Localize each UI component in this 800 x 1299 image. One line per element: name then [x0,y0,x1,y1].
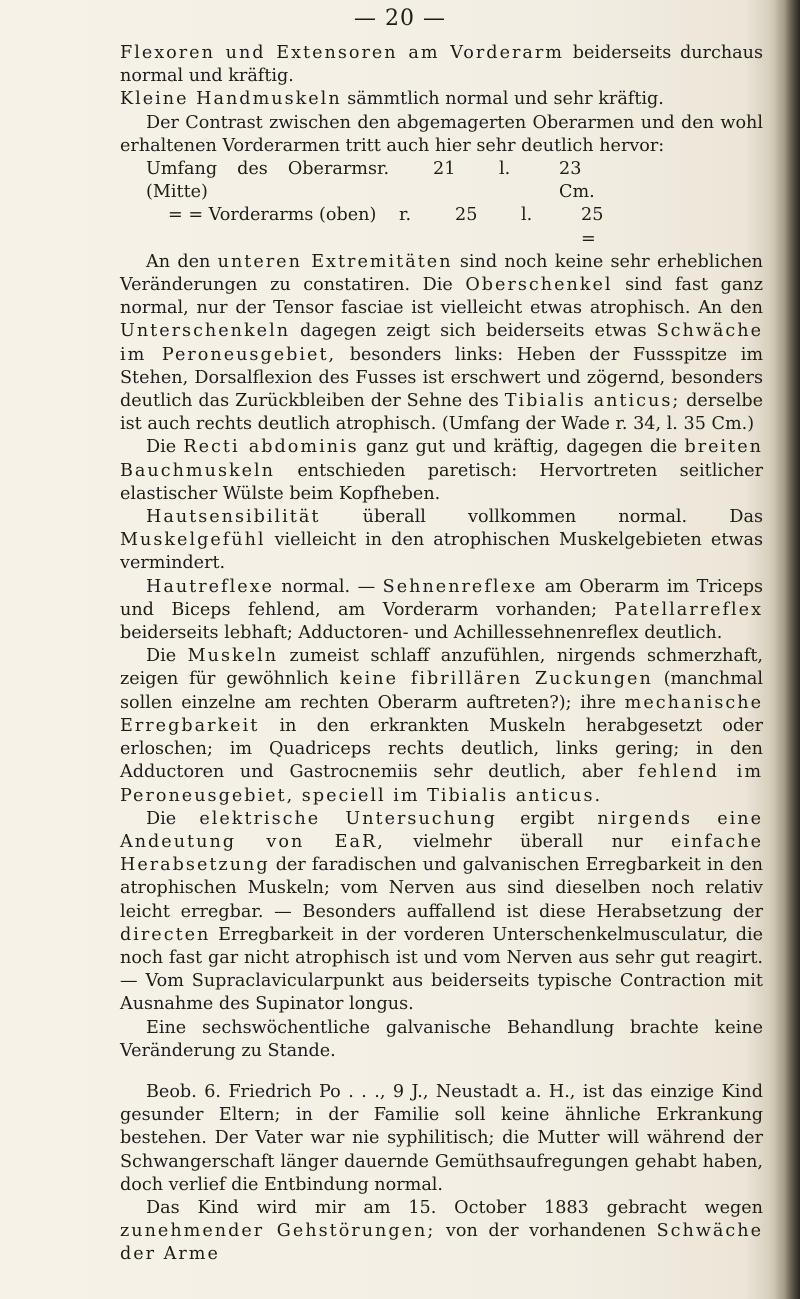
text-run: besonders links: Heben der Fussspitze im Stehen, Dorsalflexion des Fusses ist erschwert und zögernd, besonders deutlich das Zurückbleiben der Sehne des [120,344,764,412]
emphasis-tibialis-anticus: Tibialis anticus; [504,391,681,412]
paragraph-beob-6 [120,1081,763,1197]
text-run: Erregbarkeit in der vorderen Unterschenkelmusculatur, die noch fast gar nicht atrophisch ist und vom Nerven aus sehr gut reagirt. — Vom Supraclavicularpunkt aus beiderseits typische Contraction mit Ausnahme des Supinator longus. [120,924,763,1015]
emphasis-bauchmuskeln: breiten Bauchmuskeln [120,437,763,481]
emphasis-flexoren: Flexoren und Extensoren am Vorderarm [120,43,564,63]
right-label: r. [377,159,390,180]
text-run: zumeist schlaff anzufühlen, nirgends schmerzhaft, zeigen für gewöhnlich [120,646,763,690]
section-gap [120,1063,763,1081]
page-binding-edge [774,0,800,1299]
text-run: Die [146,646,188,667]
emphasis-handmuskeln: Kleine Handmuskeln [120,89,342,110]
emphasis-patellarreflex: Patellarreflex [614,599,763,620]
text-run: Eine sechswöchentliche galvanische Behandlung brachte keine Veränderung zu Stande. [120,1017,763,1061]
paragraph-behandlung [120,1017,763,1063]
emphasis-schwaeche-arme: Schwäche der Arme [120,1221,763,1265]
text-run: ganz gut und kräftig, dagegen die [358,437,685,458]
paragraph-elektrische-untersuchung [120,808,763,1017]
paragraph-hautsensibilitaet [120,506,763,576]
text-run: Die [146,437,184,458]
page-number: — 20 — [354,6,446,31]
table-row [120,158,763,204]
paragraph-flexoren [120,42,763,88]
left-value: 25 = [581,205,604,249]
text-run: dagegen zeigt sich beiderseits etwas [290,321,657,342]
text-run: Beob. 6. Friedrich Po . . ., 9 J., Neustadt a. H., ist das einzige Kind gesunder Eltern; in der Familie soll keine ähnliche Erkrankung bestehen. Der Vater war nie syphilitisch; die Mutter will während der Schwangerschaft länger dauernde Gemüthsaufregungen gehabt haben, doch verlief die Entbindung normal. [120,1081,763,1195]
emphasis-elektrische-untersuchung: elektrische Untersuchung [199,808,497,829]
paragraph-untere-extremitaeten [120,251,763,437]
emphasis-recti-abdominis: Recti abdominis [183,437,359,458]
emphasis-fehlend-peroneus: fehlend im Peroneusgebiet, speciell im Tibialis anticus. [120,762,764,806]
right-value: 25 [455,205,478,226]
text-run: in den erkrankten Muskeln herabgesetzt oder erloschen; im Quadriceps rechts deutlich, links gering; in den Adductoren und Gastrocnemiis sehr deutlich, aber [120,715,763,783]
right-label: r. [399,205,412,226]
paragraph-recti-abdominis [120,436,763,506]
text-run: ergibt [496,808,598,829]
text-run: überall vollkommen normal. Das [320,507,763,528]
emphasis-hautsensibilitaet: Hautsensibilität [146,507,321,528]
emphasis-unterschenkeln: Unterschenkeln [120,321,291,342]
text-run: von der vorhandenen [435,1221,657,1242]
text-run: Das Kind wird mir am 15. October 1883 gebracht wegen [146,1197,763,1218]
right-value: 21 [433,159,456,180]
text-run: beiderseits durchaus normal und kräftig. [120,43,763,87]
emphasis-muskeln: Muskeln [187,646,279,667]
text-run: sämmtlich normal und sehr kräftig. [341,89,664,110]
left-label: l. [521,205,533,226]
emphasis-schwaeche-peroneus: Schwäche im Peroneusgebiet, [120,321,763,365]
emphasis-muskelgefuehl: Muskelgefühl [120,530,266,551]
text-run: vielmehr überall nur [384,831,672,852]
paragraph-contrast [120,112,763,158]
text-run: beiderseits lebhaft; Adductoren- und Achillessehnenreflex deutlich. [120,623,723,644]
left-value: 23 Cm. [559,159,595,203]
paragraph-reflexe [120,576,763,646]
emphasis-mechanische-erregbarkeit: mechanische Erregbarkeit [120,692,763,736]
body-text [120,42,763,1267]
text-run: Der Contrast zwischen den abgemagerten Oberarmen und den wohl erhaltenen Vorderarmen tritt auch hier sehr deutlich hervor: [120,112,763,156]
paragraph-handmuskeln [120,88,763,111]
paragraph-kind [120,1197,763,1267]
text-run: Die [146,808,200,829]
text-run: derselbe ist auch rechts deutlich atrophisch. (Umfang der Wade r. 34, l. 35 Cm.) [120,391,763,435]
text-run: sind noch keine sehr erheblichen Veränderungen zu constatiren. Die [120,251,763,296]
emphasis-einfache-herabsetzung: einfache Herabsetzung [120,831,764,876]
emphasis-directen: directen [120,924,211,945]
emphasis-untere-extremitaeten: unteren Extremitäten [217,251,453,272]
emphasis-nirgends-ear: nirgends eine Andeutung von EaR, [120,808,763,852]
text-run: vielleicht in den atrophischen Muskelgebieten etwas vermindert. [120,530,763,574]
paragraph-muskeln [120,645,763,807]
emphasis-fibrillaere-zuckungen: keine fibrillären Zuckungen [339,669,653,690]
measure-label: = = Vorderarms (oben) [168,205,377,226]
text-run: am Oberarm im Triceps und Biceps fehlend, am Vorderarm vorhanden; [120,576,763,620]
text-run: (manchmal sollen einzelne am rechten Oberarm auftreten?); ihre [120,669,764,713]
table-row [120,204,763,250]
measure-label: Umfang des Oberarms (Mitte) [146,159,377,203]
text-run: sind fast ganz normal, nur der Tensor fasciae ist vielleicht etwas atrophisch. An den [120,275,763,319]
text-run: der faradischen und galvanischen Erregbarkeit in den atrophischen Muskeln; vom Nerven aus sind dieselben noch relativ leicht erregbar. — Besonders auffallend ist diese Herabsetzung der [120,855,763,922]
left-label: l. [499,159,511,180]
emphasis-gehstoerungen: zunehmender Gehstörungen; [120,1221,436,1242]
text-run: normal. — [273,576,383,597]
emphasis-oberschenkel: Oberschenkel [465,275,613,296]
text-run: An den [146,251,218,272]
emphasis-sehnenreflexe: Sehnenreflexe [382,576,538,597]
emphasis-hautreflexe: Hautreflexe [146,576,274,597]
circumference-table [120,158,763,251]
text-run: entschieden paretisch: Hervortreten seitlicher elastischer Wülste beim Kopfheben. [120,460,763,504]
